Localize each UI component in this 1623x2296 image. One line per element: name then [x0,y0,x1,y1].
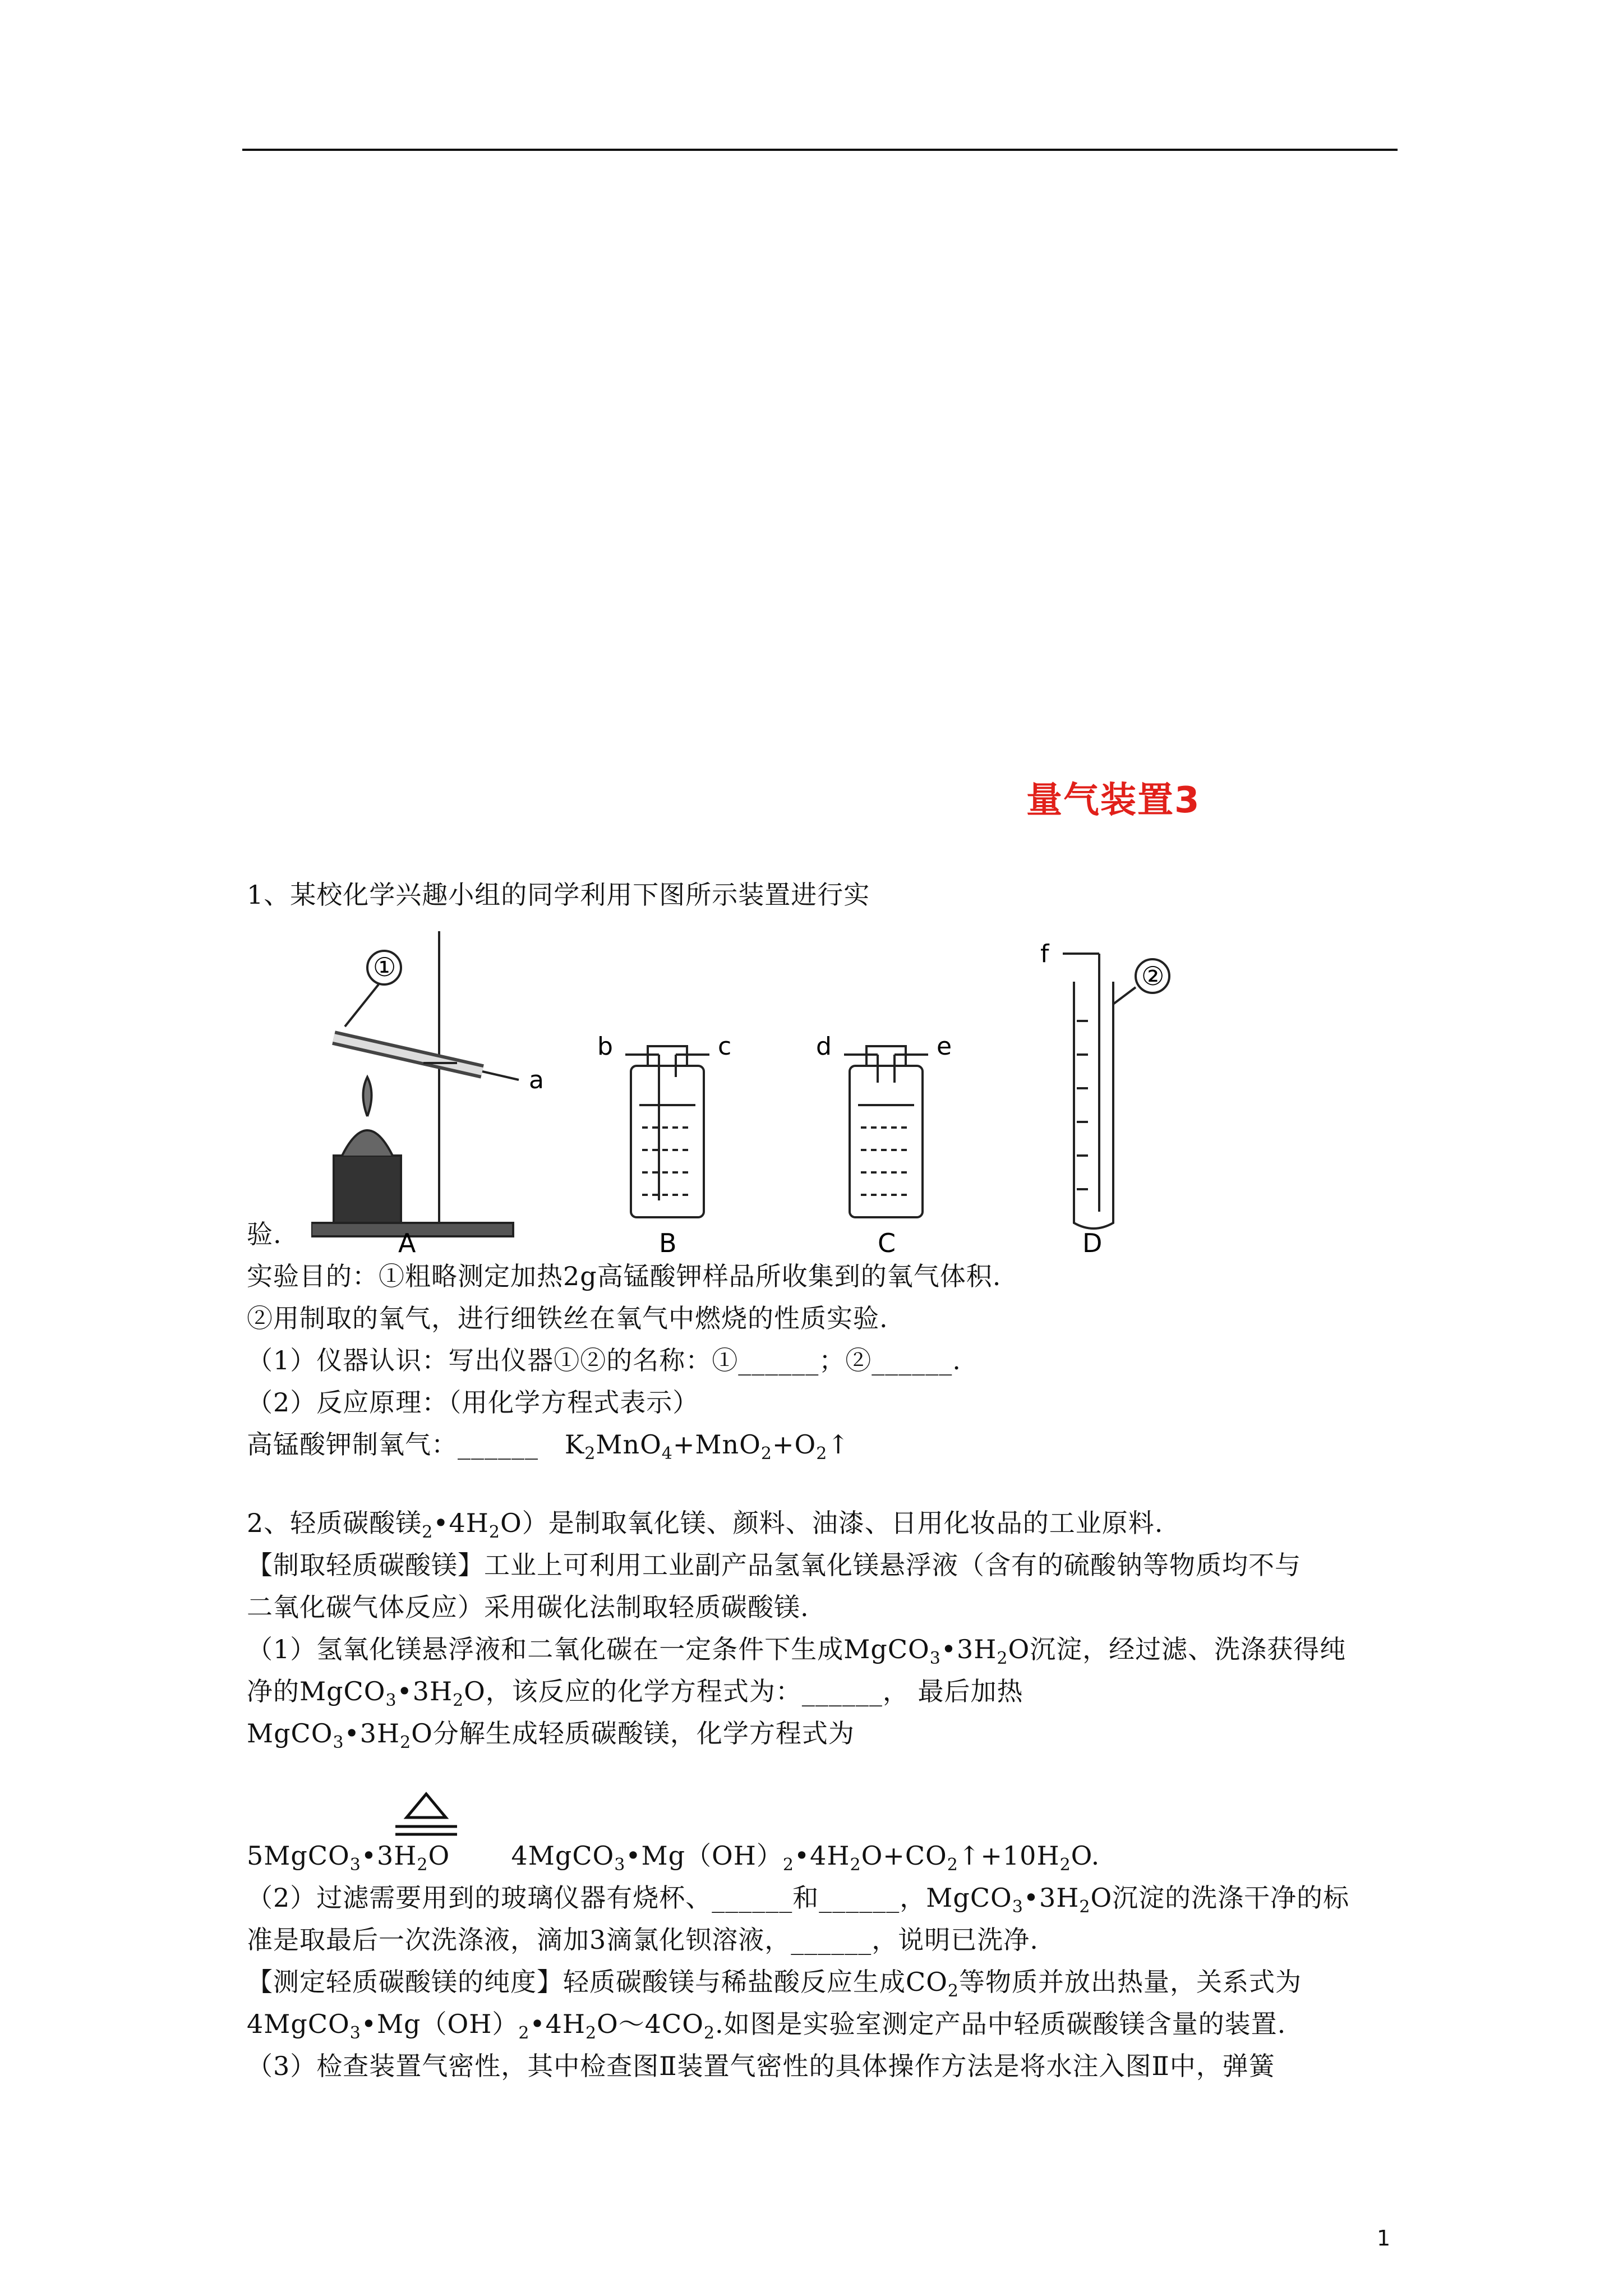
label-circle-2: ② [1141,961,1165,991]
label-port-e: e [937,1032,952,1061]
label-circle-1: ① [373,952,396,982]
label-port-f: f [1040,940,1049,968]
q2-sub-1c: $MgCO_3•3H_2O$分解生成轻质碳酸镁，化学方程式为 [247,1718,855,1753]
apparatus-d [1063,954,1169,1228]
q1-purpose-2: ②用制取的氧气，进行细铁丝在氧气中燃烧的性质实验. [247,1303,888,1333]
q2-para-1: 【制取轻质碳酸镁】工业上可利用工业副产品氢氧化镁悬浮液（含有的硫酸钠等物质均不与 [247,1550,1301,1580]
q2-para-3b: $4MgCO_3•Mg(OH)_2•4H_2O\sim 4CO_2$.如图是实验室测定产品中轻质碳酸镁含量的装置. [247,2009,1287,2044]
apparatus-c [844,1046,928,1217]
q2-para-3a: 【测定轻质碳酸镁的纯度】轻质碳酸镁与稀盐酸反应生成$CO_2$等物质并放出热量，关系式为 [247,1967,1302,2001]
label-port-c: c [718,1032,732,1061]
q1-intro: 1、某校化学兴趣小组的同学利用下图所示装置进行实 [247,880,870,910]
q2-sub-1a: （1）氢氧化镁悬浮液和二氧化碳在一定条件下生成$MgCO_3•3H_2O$沉淀，经过滤、洗涤获得纯 [247,1634,1347,1669]
q1-purpose-1: 实验目的：①粗略测定加热2g高锰酸钾样品所收集到的氧气体积. [247,1261,1002,1291]
apparatus-b [625,1046,709,1217]
q1-sub-2: （2）反应原理：（用化学方程式表示） [247,1387,699,1418]
q2-sub-2a: （2）过滤需要用到的玻璃仪器有烧杯、______和______，$MgCO_3•3H_2O$沉淀的洗涤干净的标 [247,1883,1350,1917]
label-C: C [878,1228,896,1257]
q2-sub-1b: 净的$MgCO_3•3H_2O$，该反应的化学方程式为：______， 最后加热 [247,1676,1023,1711]
q1-intro-end: 验. [247,1219,282,1249]
label-B: B [659,1228,677,1257]
page-title: 量气装置3 [1026,780,1201,821]
label-port-d: d [816,1032,832,1061]
label-port-a: a [529,1066,544,1094]
q2-equation: $5MgCO_3•3H_2O$ $4MgCO_3•Mg(OH)_2•4H_2O+CO_2↑+10H_2O$. [247,1841,1100,1875]
q2-sub-2b: 准是取最后一次洗涤液，滴加3滴氯化钡溶液，______，说明已洗净. [247,1925,1039,1955]
q1-sub-2-equation: 高锰酸钾制氧气：______ $K_2MnO_4+MnO_2+O_2↑$ [247,1429,850,1464]
q2-para-2: 二氧化碳气体反应）采用碳化法制取轻质碳酸镁. [247,1592,809,1622]
apparatus-figure [311,920,1186,1257]
label-A: A [398,1228,416,1257]
q2-sub-3: （3）检查装置气密性，其中检查图Ⅱ装置气密性的具体操作方法是将水注入图Ⅱ中，弹簧 [247,2051,1275,2081]
q2-intro: 2、轻质碳酸镁$_2•4H_2O$）是制取氧化镁、颜料、油漆、日用化妆品的工业原料. [247,1508,1164,1543]
q1-sub-1: （1）仪器认识：写出仪器①②的名称：①______；②______. [247,1345,961,1375]
header-rule [242,149,1398,151]
page-number: 1 [1377,2226,1391,2251]
apparatus-a [311,931,519,1236]
label-port-b: b [597,1032,613,1061]
heat-symbol-icon [395,1789,457,1840]
label-D: D [1082,1228,1103,1257]
